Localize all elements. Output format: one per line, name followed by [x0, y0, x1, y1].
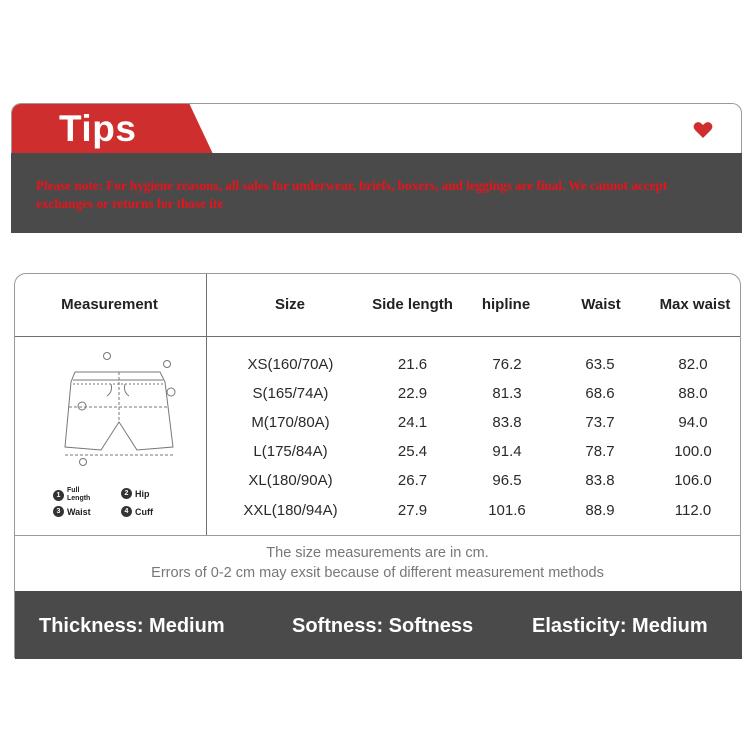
- hipline-cell: 91.4: [492, 443, 522, 460]
- legend-cuff: [121, 506, 153, 517]
- tips-card: [11, 103, 742, 233]
- max-waist-cell: 88.0: [678, 385, 708, 402]
- hipline-cell: 81.3: [492, 385, 522, 402]
- side-length-cell: 25.4: [397, 443, 428, 460]
- heart-icon: [693, 121, 713, 139]
- side-length-cell: 22.9: [397, 385, 428, 402]
- softness-property: Softness: Softness: [292, 615, 474, 637]
- legend-full-length-label-1: Full: [67, 487, 80, 494]
- max-waist-cell: 82.0: [678, 356, 708, 373]
- tips-note: Please note: For hygiene reasons, all sales for underwear, briefs, boxers, and leggings are final. We cannot accept exchanges or returns for those ite: [36, 178, 668, 211]
- header-waist: Waist: [581, 296, 621, 313]
- legend-3-icon: 3: [53, 506, 64, 517]
- size-cell: S(165/74A): [252, 385, 329, 402]
- side-length-cell: 24.1: [397, 414, 428, 431]
- legend-waist: [53, 506, 91, 517]
- max-waist-cell: 100.0: [674, 443, 712, 460]
- side-length-cell: 26.7: [397, 472, 428, 489]
- size-cell: L(175/84A): [253, 443, 328, 460]
- waist-cell: 78.7: [585, 443, 615, 460]
- hipline-cell: 83.8: [492, 414, 522, 431]
- waist-cell: 73.7: [585, 414, 615, 431]
- header-size: Size: [274, 296, 305, 313]
- thickness-property: Thickness: Medium: [39, 615, 225, 637]
- header-max-waist: Max waist: [659, 296, 731, 313]
- fabric-properties-bar: [15, 591, 742, 659]
- legend-full-length: [53, 487, 90, 503]
- table-bottom-border: [15, 535, 740, 536]
- hipline-cell: 76.2: [492, 356, 522, 373]
- header-hipline: hipline: [481, 296, 531, 313]
- waist-cell: 83.8: [585, 472, 615, 489]
- waist-cell: 88.9: [585, 502, 615, 519]
- column-divider: [206, 274, 207, 536]
- legend-hip-label: Hip: [135, 488, 150, 499]
- measurement-note-1: The size measurements are in cm.: [266, 545, 489, 561]
- size-cell: XS(160/70A): [247, 356, 334, 373]
- legend-waist-label: Waist: [67, 506, 91, 517]
- shorts-diagram: [55, 352, 185, 472]
- legend-full-length-label-2: Length: [67, 495, 91, 502]
- header-divider: [15, 336, 740, 337]
- max-waist-cell: 94.0: [678, 414, 708, 431]
- hipline-cell: 101.6: [488, 502, 526, 519]
- legend-2-icon: 2: [121, 488, 132, 499]
- measurement-note-2: Errors of 0-2 cm may exsit because of different measurement methods: [151, 565, 604, 581]
- hipline-cell: 96.5: [492, 472, 522, 489]
- size-cell: M(170/80A): [251, 414, 330, 431]
- side-length-cell: 27.9: [397, 502, 428, 519]
- size-cell: XL(180/90A): [248, 472, 333, 489]
- legend-1-icon: 1: [53, 490, 64, 501]
- waist-cell: 68.6: [585, 385, 615, 402]
- waist-cell: 63.5: [585, 356, 615, 373]
- header-measurement: Measurement: [61, 296, 158, 313]
- legend-cuff-label: Cuff: [135, 506, 153, 517]
- header-side-length: Side length: [372, 296, 453, 313]
- max-waist-cell: 106.0: [674, 472, 712, 489]
- max-waist-cell: 112.0: [674, 502, 712, 519]
- tips-body: [11, 153, 742, 233]
- tips-header: [11, 103, 742, 153]
- size-cell: XXL(180/94A): [243, 502, 338, 519]
- legend-hip: [121, 488, 150, 499]
- size-chart-card: [14, 273, 741, 658]
- tips-title: Tips: [59, 108, 137, 149]
- side-length-cell: 21.6: [397, 356, 428, 373]
- legend-4-icon: 4: [121, 506, 132, 517]
- elasticity-property: Elasticity: Medium: [532, 615, 708, 637]
